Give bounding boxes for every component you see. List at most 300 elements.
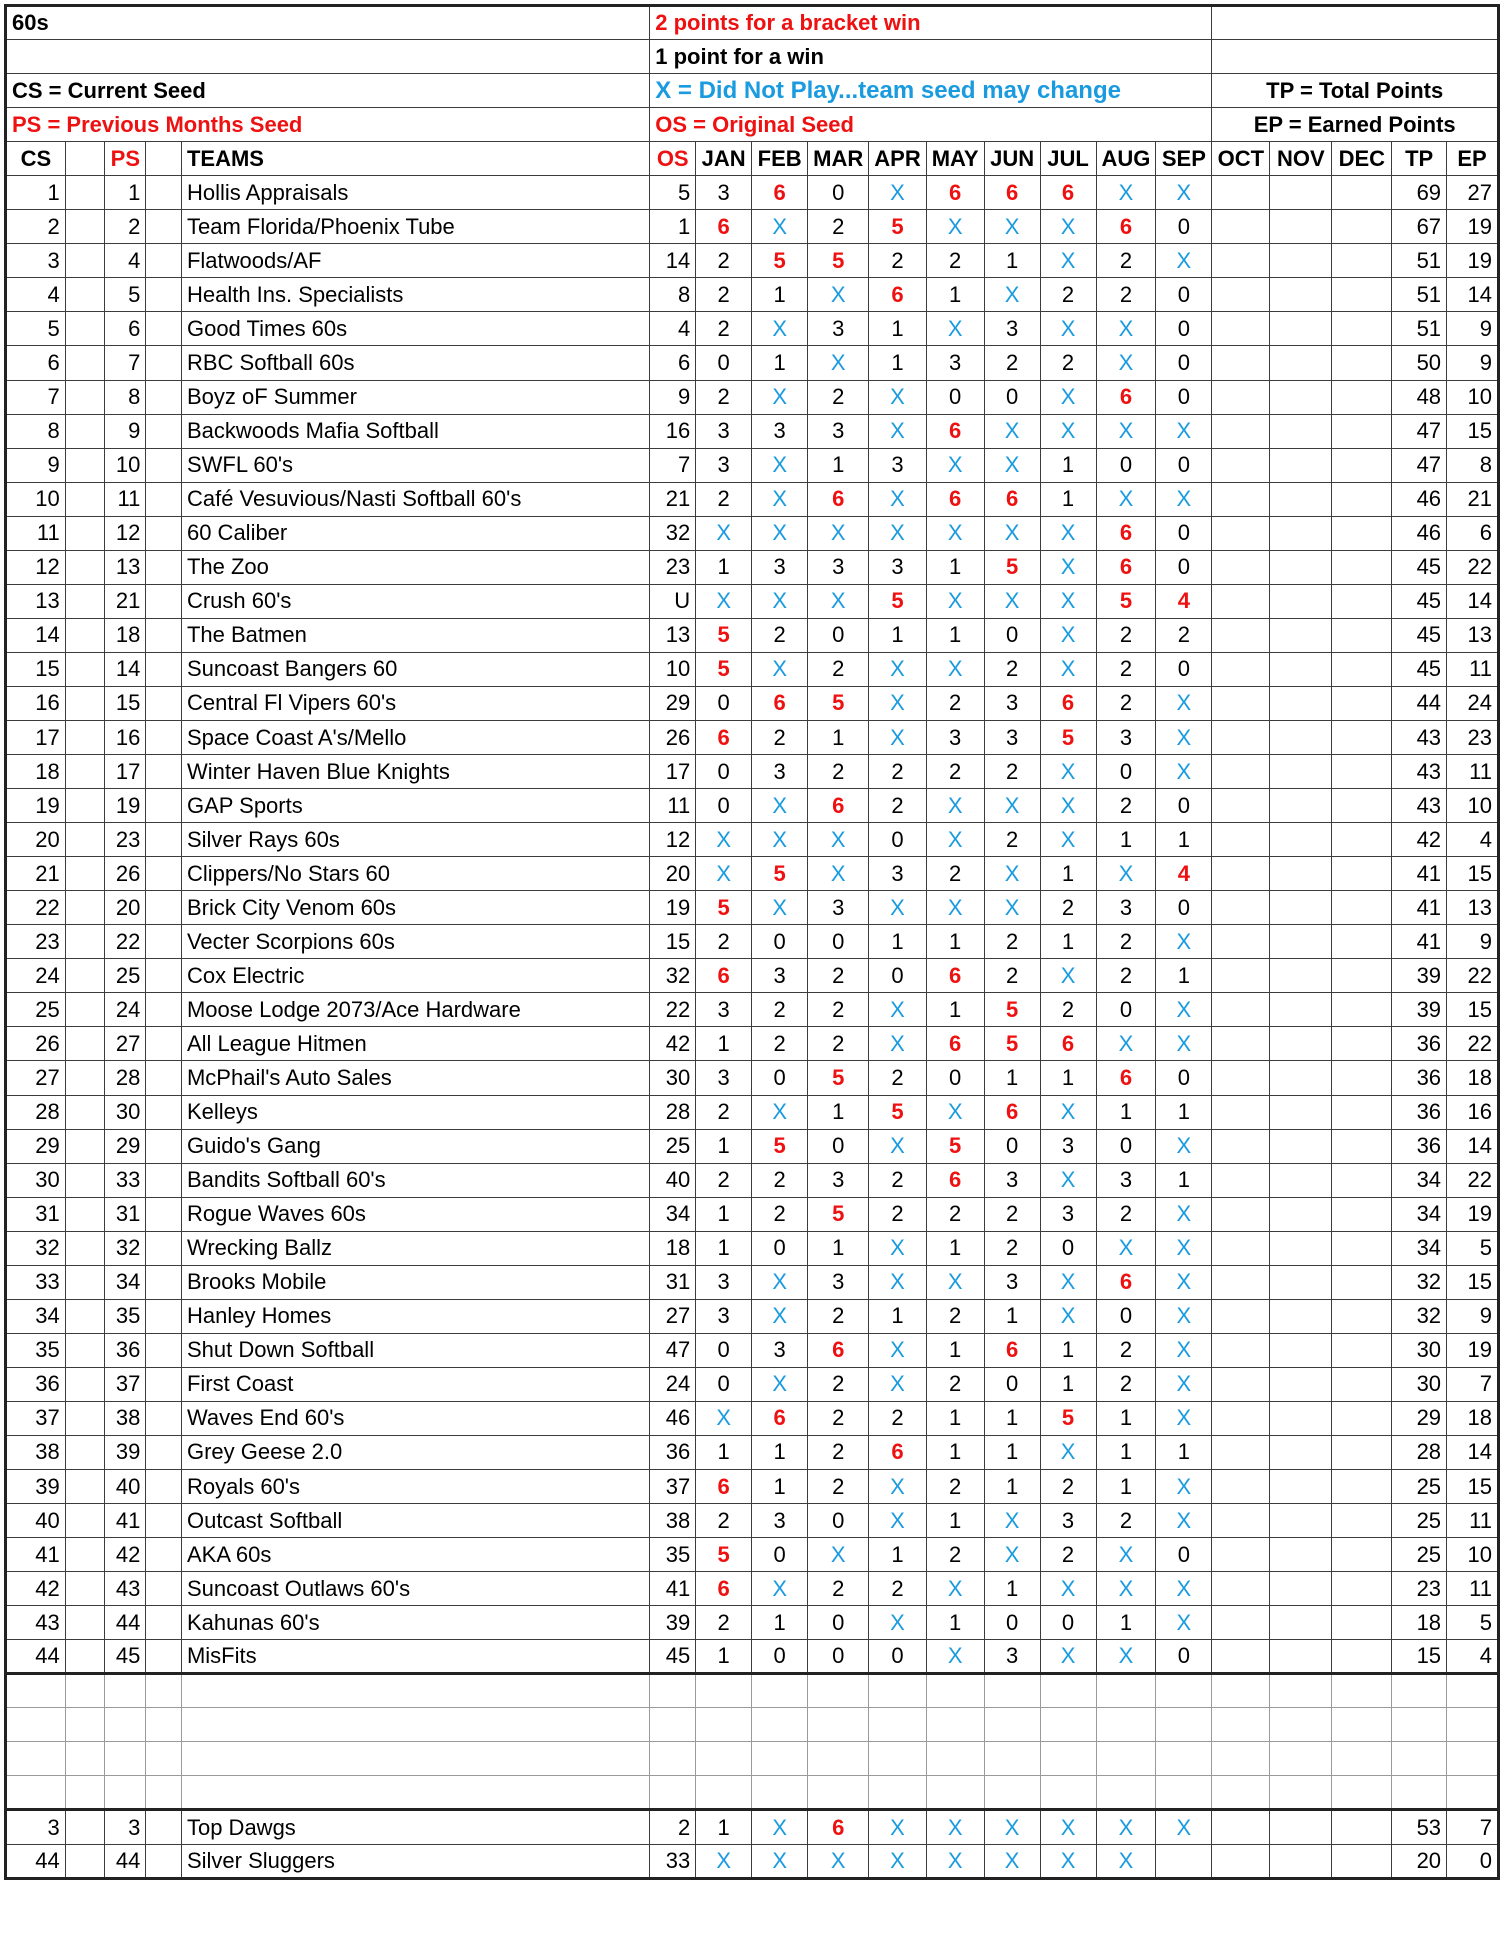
total-points: 25 — [1392, 1504, 1447, 1538]
empty-cell — [1212, 1776, 1270, 1810]
month-score: 2 — [752, 720, 808, 754]
column-header: JUN — [984, 142, 1040, 176]
team-name: Health Ins. Specialists — [181, 278, 649, 312]
blank-cell — [1270, 1095, 1332, 1129]
previous-seed: 4 — [105, 244, 146, 278]
previous-seed: 3 — [105, 1810, 146, 1844]
month-score: 6 — [926, 1163, 984, 1197]
previous-seed: 39 — [105, 1435, 146, 1469]
month-score: 2 — [808, 652, 869, 686]
month-score: 1 — [926, 618, 984, 652]
blank-cell — [1270, 482, 1332, 516]
month-score: 0 — [1156, 380, 1212, 414]
earned-points: 11 — [1447, 755, 1499, 789]
month-score: X — [1096, 1572, 1156, 1606]
empty-cell — [984, 1776, 1040, 1810]
month-score: X — [1096, 1810, 1156, 1844]
blank-cell — [1332, 1640, 1392, 1674]
month-score: 6 — [926, 959, 984, 993]
blank-cell — [1270, 1231, 1332, 1265]
original-seed: 45 — [650, 1640, 696, 1674]
empty-cell — [1156, 1708, 1212, 1742]
original-seed: 14 — [650, 244, 696, 278]
team-row — [6, 1572, 1499, 1606]
previous-seed: 9 — [105, 414, 146, 448]
empty-cell — [146, 1742, 182, 1776]
empty-cell — [6, 1708, 66, 1742]
month-score: X — [696, 1401, 752, 1435]
month-score: 2 — [984, 823, 1040, 857]
month-score: X — [1040, 1844, 1096, 1878]
blank-cell — [146, 755, 182, 789]
month-score: 0 — [696, 1367, 752, 1401]
total-points: 51 — [1392, 278, 1447, 312]
month-score: 1 — [984, 1299, 1040, 1333]
original-seed: 32 — [650, 516, 696, 550]
empty-cell — [1156, 1776, 1212, 1810]
win-rule: 1 point for a win — [650, 40, 1212, 74]
blank-cell — [1332, 482, 1392, 516]
blank-cell — [1212, 346, 1270, 380]
month-score: 3 — [752, 1333, 808, 1367]
month-score: 3 — [1040, 1197, 1096, 1231]
empty-cell — [105, 1776, 146, 1810]
team-name: GAP Sports — [181, 789, 649, 823]
team-name: RBC Softball 60s — [181, 346, 649, 380]
month-score: X — [926, 210, 984, 244]
column-header: TP — [1392, 142, 1447, 176]
month-score: 3 — [926, 346, 984, 380]
total-points: 34 — [1392, 1197, 1447, 1231]
original-seed: 5 — [650, 176, 696, 210]
month-score: 1 — [926, 550, 984, 584]
month-score: 2 — [1040, 346, 1096, 380]
blank-cell — [1212, 823, 1270, 857]
month-score: 6 — [696, 720, 752, 754]
month-score: X — [1156, 1572, 1212, 1606]
month-score: 6 — [1096, 550, 1156, 584]
month-score: 0 — [1156, 1538, 1212, 1572]
blank-cell — [1212, 176, 1270, 210]
month-score: X — [869, 1606, 926, 1640]
blank-cell — [1270, 823, 1332, 857]
month-score: X — [869, 720, 926, 754]
month-score: X — [1040, 823, 1096, 857]
total-points: 30 — [1392, 1333, 1447, 1367]
blank-cell — [65, 244, 105, 278]
original-seed: 19 — [650, 891, 696, 925]
month-score: 0 — [869, 959, 926, 993]
previous-seed: 27 — [105, 1027, 146, 1061]
month-score: 0 — [869, 823, 926, 857]
blank-cell — [1212, 1333, 1270, 1367]
month-score: X — [808, 278, 869, 312]
month-score: X — [752, 584, 808, 618]
total-points: 43 — [1392, 755, 1447, 789]
blank-cell — [1212, 1844, 1270, 1878]
month-score: 1 — [696, 1027, 752, 1061]
team-name: The Zoo — [181, 550, 649, 584]
team-row — [6, 346, 1499, 380]
month-score: 1 — [1096, 1401, 1156, 1435]
empty-row — [6, 1674, 1499, 1708]
month-score: 0 — [1040, 1606, 1096, 1640]
blank-cell — [65, 1606, 105, 1640]
standings-sheet — [4, 4, 1500, 1880]
team-row — [6, 482, 1499, 516]
original-seed: 30 — [650, 1061, 696, 1095]
blank-cell — [1270, 618, 1332, 652]
original-seed: 35 — [650, 1538, 696, 1572]
team-row — [6, 1606, 1499, 1640]
empty-cell — [65, 1708, 105, 1742]
month-score: 6 — [926, 414, 984, 448]
original-seed: 24 — [650, 1367, 696, 1401]
current-seed: 27 — [6, 1061, 66, 1095]
earned-points: 9 — [1447, 925, 1499, 959]
original-seed: 32 — [650, 959, 696, 993]
month-score: X — [1156, 1504, 1212, 1538]
current-seed: 41 — [6, 1538, 66, 1572]
blank-cell — [65, 789, 105, 823]
blank-cell — [1332, 1470, 1392, 1504]
month-score: X — [869, 1333, 926, 1367]
month-score: 3 — [984, 686, 1040, 720]
blank-cell — [1332, 1504, 1392, 1538]
month-score: 5 — [984, 993, 1040, 1027]
team-name: All League Hitmen — [181, 1027, 649, 1061]
month-score: 1 — [984, 1470, 1040, 1504]
blank-cell — [1270, 176, 1332, 210]
blank-cell — [1212, 1810, 1270, 1844]
current-seed: 21 — [6, 857, 66, 891]
team-row — [6, 618, 1499, 652]
month-score: 2 — [1040, 278, 1096, 312]
blank-cell — [1212, 1231, 1270, 1265]
team-row — [6, 1844, 1499, 1878]
month-score: X — [1040, 1572, 1096, 1606]
month-score: X — [869, 1470, 926, 1504]
empty-cell — [1332, 1742, 1392, 1776]
month-score: 2 — [926, 686, 984, 720]
month-score: 3 — [696, 448, 752, 482]
blank-cell — [146, 720, 182, 754]
month-score: X — [926, 823, 984, 857]
os-legend: OS = Original Seed — [650, 108, 1212, 142]
blank-cell — [65, 448, 105, 482]
ps-legend: PS = Previous Months Seed — [6, 108, 650, 142]
month-score: 6 — [984, 176, 1040, 210]
previous-seed: 24 — [105, 993, 146, 1027]
blank-cell — [65, 414, 105, 448]
blank-cell — [146, 857, 182, 891]
previous-seed: 5 — [105, 278, 146, 312]
month-score: X — [869, 176, 926, 210]
month-score: 0 — [926, 380, 984, 414]
month-score: 6 — [926, 1027, 984, 1061]
month-score: 1 — [1096, 823, 1156, 857]
blank-cell — [146, 789, 182, 823]
month-score: X — [752, 652, 808, 686]
blank-cell — [1212, 516, 1270, 550]
month-score: X — [926, 312, 984, 346]
blank-cell — [146, 1538, 182, 1572]
team-row — [6, 1470, 1499, 1504]
empty-cell — [808, 1708, 869, 1742]
month-score: 2 — [926, 755, 984, 789]
month-score: X — [1040, 618, 1096, 652]
total-points: 34 — [1392, 1163, 1447, 1197]
earned-points: 15 — [1447, 1470, 1499, 1504]
month-score: 1 — [926, 1504, 984, 1538]
current-seed: 18 — [6, 755, 66, 789]
empty-cell — [1096, 1674, 1156, 1708]
month-score: 3 — [1096, 720, 1156, 754]
team-row — [6, 1504, 1499, 1538]
month-score: 0 — [696, 346, 752, 380]
team-row — [6, 1299, 1499, 1333]
empty-cell — [984, 1708, 1040, 1742]
month-score: X — [926, 1095, 984, 1129]
month-score: 0 — [808, 1640, 869, 1674]
month-score: X — [752, 448, 808, 482]
empty-cell — [1270, 1742, 1332, 1776]
blank-cell — [1212, 618, 1270, 652]
empty-cell — [1212, 1742, 1270, 1776]
original-seed: 1 — [650, 210, 696, 244]
blank-cell — [1270, 1299, 1332, 1333]
empty-cell — [1332, 1674, 1392, 1708]
column-header — [65, 142, 105, 176]
earned-points: 7 — [1447, 1810, 1499, 1844]
month-score: 2 — [1040, 891, 1096, 925]
blank-cell — [1212, 550, 1270, 584]
month-score: 0 — [1096, 1129, 1156, 1163]
original-seed: 39 — [650, 1606, 696, 1640]
blank-cell — [146, 1367, 182, 1401]
empty-cell — [1447, 1742, 1499, 1776]
blank-cell — [146, 346, 182, 380]
blank-cell — [1270, 380, 1332, 414]
current-seed: 3 — [6, 1810, 66, 1844]
previous-seed: 11 — [105, 482, 146, 516]
month-score: 5 — [869, 584, 926, 618]
original-seed: 37 — [650, 1470, 696, 1504]
blank-cell — [65, 1640, 105, 1674]
blank-cell — [65, 346, 105, 380]
month-score: 2 — [808, 380, 869, 414]
month-score: X — [1096, 1538, 1156, 1572]
month-score: X — [1096, 1640, 1156, 1674]
original-seed: U — [650, 584, 696, 618]
current-seed: 8 — [6, 414, 66, 448]
month-score: 1 — [926, 1435, 984, 1469]
month-score: 0 — [1156, 448, 1212, 482]
month-score: 1 — [696, 1231, 752, 1265]
blank-cell — [1270, 959, 1332, 993]
earned-points: 19 — [1447, 1333, 1499, 1367]
team-name: Top Dawgs — [181, 1810, 649, 1844]
month-score: 2 — [808, 1435, 869, 1469]
month-score: X — [1096, 482, 1156, 516]
month-score: X — [926, 652, 984, 686]
month-score: 1 — [752, 1606, 808, 1640]
month-score: X — [1040, 1299, 1096, 1333]
total-points: 41 — [1392, 925, 1447, 959]
blank-cell — [146, 891, 182, 925]
blank-cell — [65, 312, 105, 346]
blank-cell — [1270, 550, 1332, 584]
month-score: 2 — [1096, 652, 1156, 686]
month-score: 2 — [869, 1061, 926, 1095]
blank-cell — [146, 652, 182, 686]
blank-cell — [1270, 1163, 1332, 1197]
total-points: 48 — [1392, 380, 1447, 414]
month-score: X — [869, 891, 926, 925]
month-score: 2 — [869, 1163, 926, 1197]
month-score: 5 — [696, 618, 752, 652]
blank-cell — [65, 1231, 105, 1265]
blank-cell — [1212, 1538, 1270, 1572]
month-score: X — [1040, 1435, 1096, 1469]
month-score: X — [696, 516, 752, 550]
blank-cell — [1332, 1606, 1392, 1640]
blank-cell — [1212, 482, 1270, 516]
blank-cell — [65, 1265, 105, 1299]
original-seed: 38 — [650, 1504, 696, 1538]
earned-points: 15 — [1447, 414, 1499, 448]
month-score: 2 — [926, 1299, 984, 1333]
empty-cell — [1212, 1708, 1270, 1742]
team-row — [6, 176, 1499, 210]
earned-points: 14 — [1447, 584, 1499, 618]
original-seed: 8 — [650, 278, 696, 312]
current-seed: 2 — [6, 210, 66, 244]
team-row — [6, 1401, 1499, 1435]
blank-cell — [1270, 516, 1332, 550]
empty-cell — [1040, 1708, 1096, 1742]
blank-cell — [1332, 244, 1392, 278]
month-score: X — [1096, 1027, 1156, 1061]
total-points: 45 — [1392, 550, 1447, 584]
month-score: 2 — [808, 959, 869, 993]
empty-cell — [1040, 1742, 1096, 1776]
blank-cell — [1270, 1844, 1332, 1878]
previous-seed: 44 — [105, 1844, 146, 1878]
month-score: X — [984, 278, 1040, 312]
month-score: 5 — [752, 857, 808, 891]
blank-cell — [1332, 516, 1392, 550]
previous-seed: 43 — [105, 1572, 146, 1606]
previous-seed: 37 — [105, 1367, 146, 1401]
blank-cell — [1332, 1231, 1392, 1265]
earned-points: 9 — [1447, 312, 1499, 346]
team-name: The Batmen — [181, 618, 649, 652]
team-name: Waves End 60's — [181, 1401, 649, 1435]
previous-seed: 1 — [105, 176, 146, 210]
blank-cell — [65, 1504, 105, 1538]
blank-cell — [146, 1197, 182, 1231]
previous-seed: 14 — [105, 652, 146, 686]
team-name: McPhail's Auto Sales — [181, 1061, 649, 1095]
month-score: 1 — [869, 1299, 926, 1333]
blank-cell — [65, 1401, 105, 1435]
blank-cell — [146, 1231, 182, 1265]
blank-cell — [1332, 618, 1392, 652]
previous-seed: 22 — [105, 925, 146, 959]
month-score: 1 — [869, 346, 926, 380]
month-score: X — [1096, 414, 1156, 448]
blank-cell — [1212, 1095, 1270, 1129]
month-score: 2 — [696, 1095, 752, 1129]
blank-cell — [146, 686, 182, 720]
month-score: X — [752, 1367, 808, 1401]
team-row — [6, 857, 1499, 891]
team-name: Central Fl Vipers 60's — [181, 686, 649, 720]
month-score: 2 — [696, 1606, 752, 1640]
blank-cell — [65, 652, 105, 686]
original-seed: 11 — [650, 789, 696, 823]
empty-cell — [65, 1776, 105, 1810]
blank-cell — [1332, 1095, 1392, 1129]
empty-cell — [752, 1742, 808, 1776]
month-score: X — [1040, 550, 1096, 584]
blank-cell — [1332, 686, 1392, 720]
blank-cell — [1212, 755, 1270, 789]
blank-cell — [1332, 312, 1392, 346]
month-score: X — [984, 448, 1040, 482]
month-score: X — [808, 346, 869, 380]
month-score: X — [1040, 789, 1096, 823]
month-score: 0 — [1156, 891, 1212, 925]
month-score: 2 — [984, 1197, 1040, 1231]
month-score: 4 — [1156, 584, 1212, 618]
month-score: X — [1156, 1810, 1212, 1844]
empty-cell — [1156, 1674, 1212, 1708]
total-points: 36 — [1392, 1027, 1447, 1061]
month-score: 0 — [696, 1333, 752, 1367]
month-score: X — [926, 584, 984, 618]
blank-cell — [1270, 278, 1332, 312]
month-score: X — [984, 516, 1040, 550]
team-name: MisFits — [181, 1640, 649, 1674]
earned-points: 10 — [1447, 789, 1499, 823]
original-seed: 40 — [650, 1163, 696, 1197]
month-score: 3 — [696, 993, 752, 1027]
month-score: 3 — [808, 1265, 869, 1299]
blank-cell — [1270, 857, 1332, 891]
team-row — [6, 1810, 1499, 1844]
month-score: X — [869, 1844, 926, 1878]
month-score: 6 — [1096, 380, 1156, 414]
month-score: 1 — [1156, 1095, 1212, 1129]
empty-cell — [808, 1776, 869, 1810]
month-score: 2 — [1096, 959, 1156, 993]
month-score: X — [1040, 244, 1096, 278]
month-score: X — [869, 1367, 926, 1401]
month-score: X — [752, 312, 808, 346]
empty-cell — [650, 1776, 696, 1810]
earned-points: 5 — [1447, 1231, 1499, 1265]
blank-cell — [1212, 1572, 1270, 1606]
empty-cell — [65, 1674, 105, 1708]
month-score: 0 — [1156, 1640, 1212, 1674]
total-points: 46 — [1392, 482, 1447, 516]
team-row — [6, 652, 1499, 686]
month-score: X — [869, 1129, 926, 1163]
blank-cell — [146, 516, 182, 550]
empty-cell — [869, 1742, 926, 1776]
